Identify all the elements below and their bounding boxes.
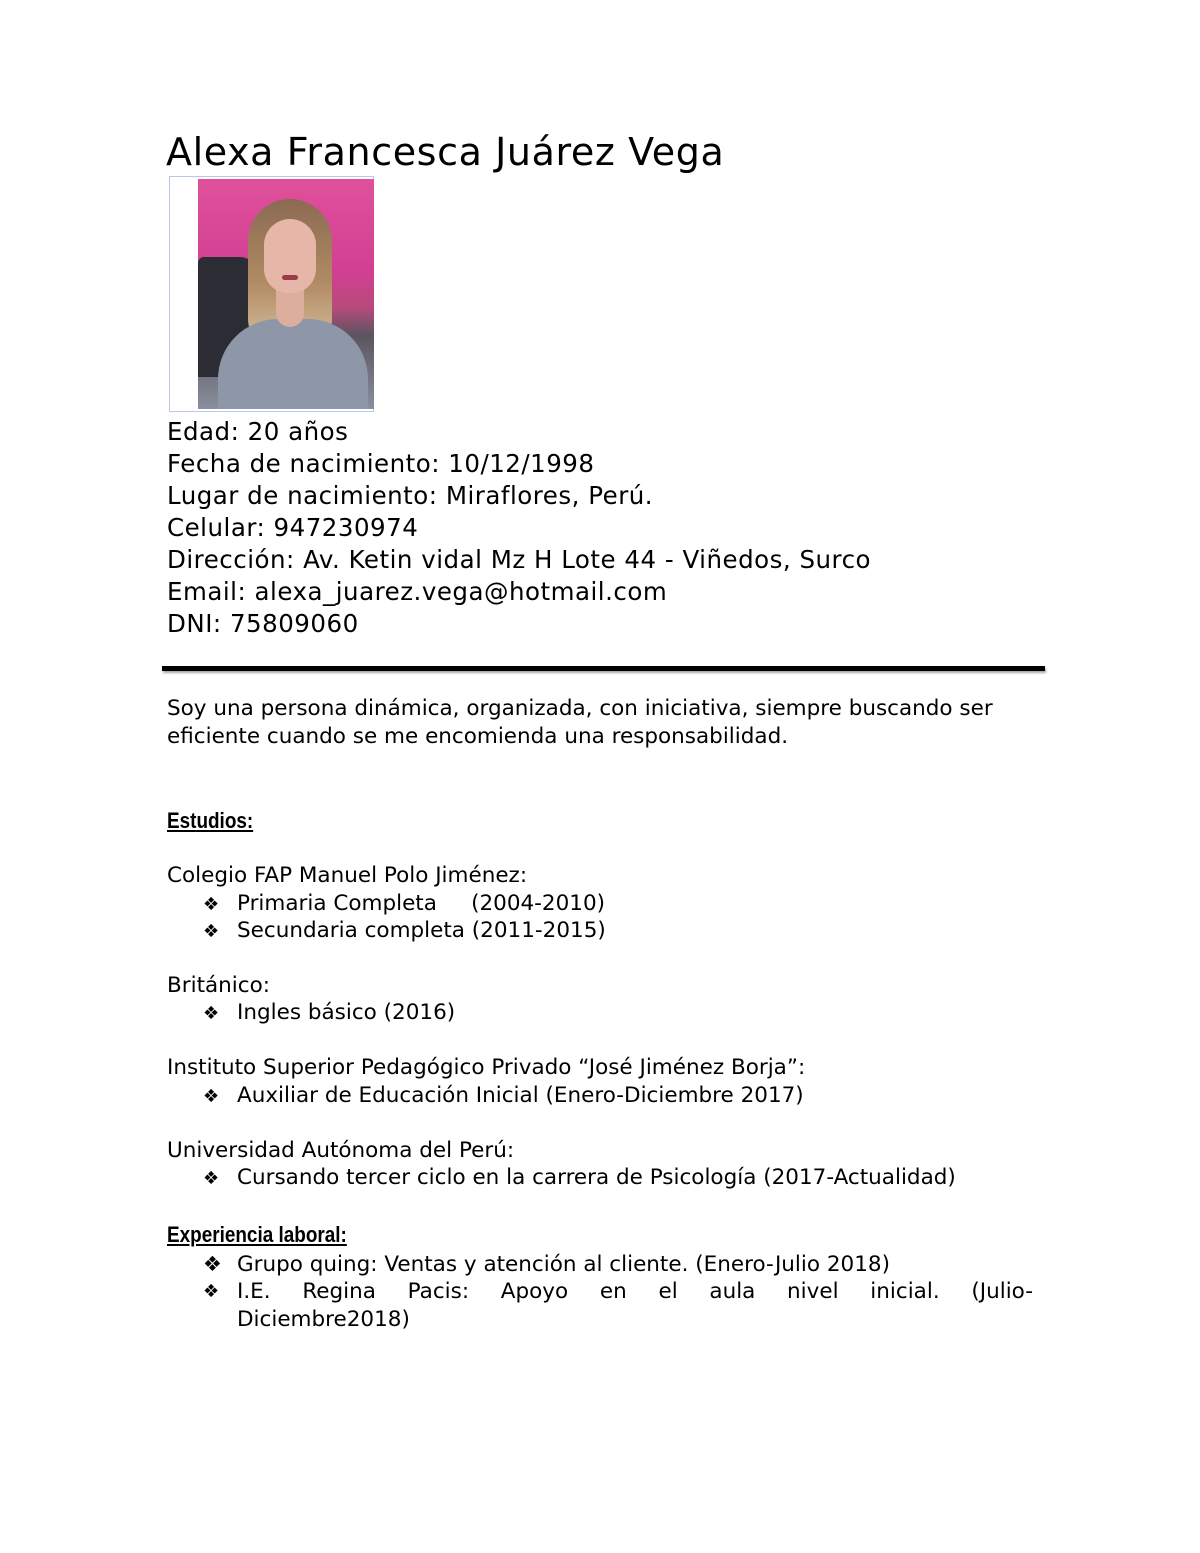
diamond-bullet-icon: ❖: [203, 1086, 220, 1107]
age-line: Edad: 20 años: [167, 417, 349, 446]
institution-name: Británico:: [167, 973, 270, 998]
profile-summary: Soy una persona dinámica, organizada, con iniciativa, siempre buscando ser eficiente cuando se me encomienda una responsabilidad.: [167, 696, 993, 749]
profile-photo: [198, 179, 374, 409]
diamond-bullet-icon: ❖: [203, 1003, 220, 1024]
institution-name: Instituto Superior Pedagógico Privado “José Jiménez Borja”:: [167, 1055, 806, 1080]
studies-heading: Estudios:: [167, 808, 254, 833]
experience-heading: Experiencia laboral:: [167, 1222, 347, 1247]
diamond-bullet-icon: ❖: [203, 1281, 220, 1302]
phone-line: Celular: 947230974: [167, 513, 419, 542]
diamond-bullet-icon: ❖: [203, 894, 220, 915]
diamond-bullet-icon: ❖: [203, 1252, 222, 1276]
list-item: ❖ Auxiliar de Educación Inicial (Enero-Diciembre 2017): [203, 1082, 804, 1111]
list-item: ❖ Cursando tercer ciclo en la carrera de Psicología (2017-Actualidad): [203, 1164, 956, 1193]
birth-place-line: Lugar de nacimiento: Miraflores, Perú.: [167, 481, 654, 510]
list-item: ❖ Primaria Completa (2004-2010): [203, 890, 605, 919]
profile-photo-frame: [169, 176, 374, 412]
address-line: Dirección: Av. Ketin vidal Mz H Lote 44 - Viñedos, Surco: [167, 545, 872, 574]
institution-name: Colegio FAP Manuel Polo Jiménez:: [167, 863, 528, 888]
personal-info: [167, 416, 871, 640]
list-item: ❖ Grupo quing: Ventas y atención al cliente. (Enero-Julio 2018): [203, 1252, 890, 1277]
list-item: ❖ Ingles básico (2016): [203, 999, 455, 1028]
institution-name: Universidad Autónoma del Perú:: [167, 1138, 515, 1163]
birth-date-line: Fecha de nacimiento: 10/12/1998: [167, 449, 595, 478]
diamond-bullet-icon: ❖: [203, 921, 220, 942]
list-item: ❖ I.E. Regina Pacis: Apoyo en el aula nivel inicial. (Julio- Diciembre2018): [203, 1279, 1033, 1332]
email-line: Email: alexa_juarez.vega@hotmail.com: [167, 577, 668, 606]
diamond-bullet-icon: ❖: [203, 1168, 220, 1189]
list-item: ❖ Secundaria completa (2011-2015): [203, 917, 606, 946]
dni-line: DNI: 75809060: [167, 609, 359, 638]
candidate-name: Alexa Francesca Juárez Vega: [166, 130, 725, 174]
section-divider: [162, 666, 1045, 671]
